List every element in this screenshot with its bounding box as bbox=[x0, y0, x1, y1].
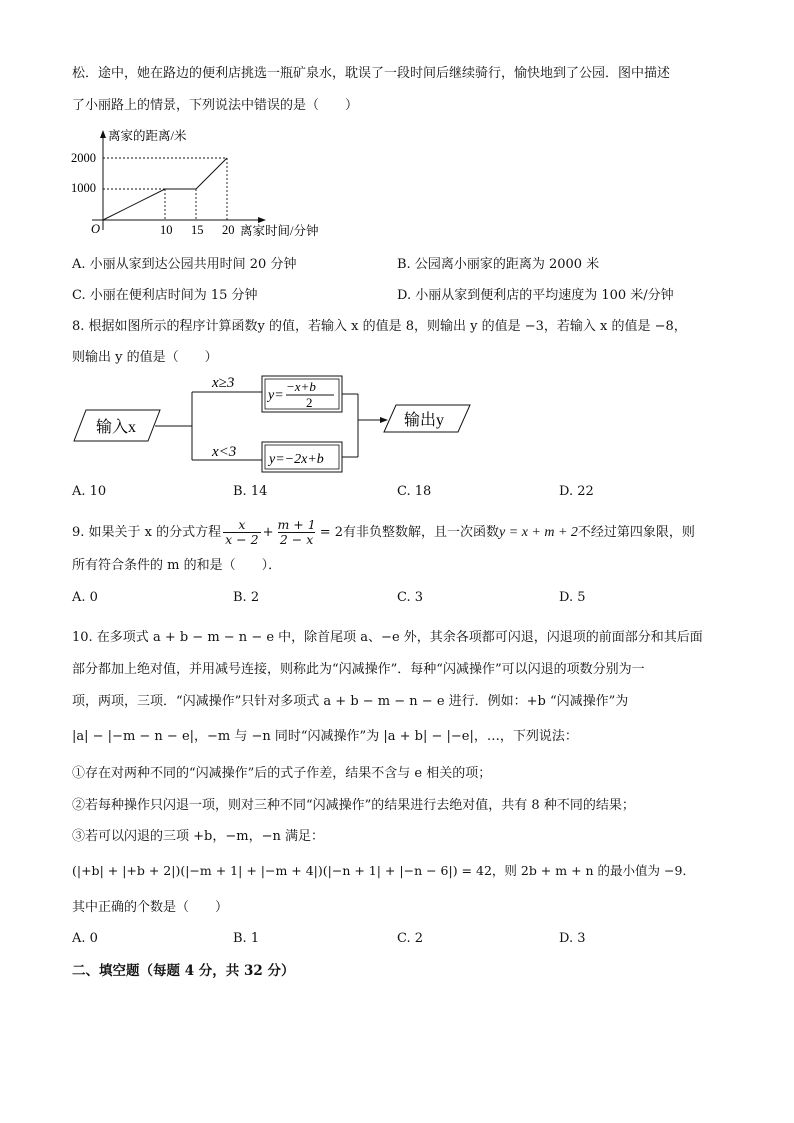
q9-plus: + bbox=[262, 524, 274, 540]
q7-option-c: C. 小丽在便利店时间为 15 分钟 bbox=[72, 288, 258, 303]
q8-option-c: C. 18 bbox=[397, 484, 432, 499]
q8-text-line-2: 则输出 y 的值是（ ） bbox=[72, 350, 218, 365]
q9-frac2-num: m + 1 bbox=[277, 517, 316, 532]
q9-text-line-2: 所有符合条件的 m 的和是（ ）． bbox=[72, 558, 282, 573]
section-2-heading: 二、填空题（每题 4 分，共 32 分） bbox=[72, 963, 295, 979]
q10-statement-1: ①存在对两种不同的“闪减操作”后的式子作差，结果不含与 e 相关的项； bbox=[72, 766, 492, 781]
formula-top-prefix: y= bbox=[268, 388, 284, 403]
q10-statement-3: ③若可以闪退的三项 +b，−m，−n 满足： bbox=[72, 829, 324, 844]
q9-text-line-1 bbox=[72, 518, 695, 547]
q9-frac1-num: x bbox=[238, 517, 246, 532]
q10-option-c: C. 2 bbox=[397, 931, 424, 946]
q7-distance-time-graph bbox=[70, 126, 370, 246]
q9-frac2-den: 2 − x bbox=[279, 532, 314, 547]
q8-text-line-1: 8. 根据如图所示的程序计算函数y 的值，若输入 x 的值是 8，则输出 y 的值是 −3，若输入 x 的值是 −8， bbox=[72, 319, 687, 334]
output-label: 输出y bbox=[404, 412, 445, 429]
input-label: 输入x bbox=[96, 419, 137, 436]
q10-text-line-3: 项，两项，三项．“闪减操作”只针对多项式 a + b − m − n − e 进行．例如：+b “闪减操作”为 bbox=[72, 694, 629, 709]
formula-top-denominator: 2 bbox=[306, 395, 313, 410]
y-axis-label: 离家的距离/米 bbox=[108, 129, 187, 143]
q7-option-d: D. 小丽从家到便利店的平均速度为 100 米/分钟 bbox=[397, 288, 674, 303]
q10-statement-3-equation: (|+b| + |+b + 2|)(|−m + 1| + |−m + 4|)(|−n + 1| + |−n − 6|) = 42，则 2b + m + n 的最小值为 −9． bbox=[72, 863, 695, 878]
q9-option-a: A. 0 bbox=[72, 590, 98, 605]
y-tick-2000: 2000 bbox=[71, 151, 96, 165]
q8-option-a: A. 10 bbox=[72, 484, 107, 499]
origin-label: O bbox=[91, 222, 101, 236]
y-tick-1000: 1000 bbox=[71, 181, 96, 195]
q10-question: 其中正确的个数是（ ） bbox=[72, 900, 229, 915]
q10-text-line-1: 10. 在多项式 a + b − m − n − e 中，除首尾项 a、−e 外，其余各项都可闪退，闪退项的前面部分和其后面 bbox=[72, 630, 703, 645]
q8-program-flowchart bbox=[72, 368, 482, 476]
q7-option-b: B. 公园离小丽家的距离为 2000 米 bbox=[397, 257, 600, 272]
x-tick-10: 10 bbox=[160, 223, 173, 237]
q10-text-line-4: |a| − |−m − n − e|，−m 与 −n 同时“闪减操作”为 |a + b| − |−e|，…，下列说法： bbox=[72, 729, 578, 744]
x-tick-15: 15 bbox=[191, 223, 204, 237]
q9-fraction-1 bbox=[223, 518, 260, 547]
graph-axes bbox=[92, 130, 266, 230]
condition-top: x≥3 bbox=[212, 375, 235, 391]
x-axis-label: 离家时间/分钟 bbox=[240, 224, 319, 238]
q9-lead: 9. 如果关于 x 的分式方程 bbox=[72, 524, 222, 540]
q9-eq: = 2 bbox=[319, 524, 344, 540]
q9-option-b: B. 2 bbox=[233, 590, 260, 605]
q8-option-d: D. 22 bbox=[559, 484, 594, 499]
q9-tail: 不经过第四象限，则 bbox=[577, 524, 695, 540]
q7-intro-line-1: 松．途中，她在路边的便利店挑选一瓶矿泉水，耽误了一段时间后继续骑行，愉快地到了公园．图中描述 bbox=[72, 66, 671, 81]
x-tick-20: 20 bbox=[222, 223, 235, 237]
q9-option-d: D. 5 bbox=[559, 590, 586, 605]
condition-bottom: x<3 bbox=[212, 444, 237, 460]
q7-intro-line-2: 了小丽路上的情景，下列说法中错误的是（ ） bbox=[72, 98, 359, 113]
q10-option-d: D. 3 bbox=[559, 931, 586, 946]
q8-option-b: B. 14 bbox=[233, 484, 268, 499]
q10-text-line-2: 部分都加上绝对值，并用减号连接，则称此为“闪减操作”．每种“闪减操作”可以闪退的项数分别为一 bbox=[72, 662, 645, 677]
formula-bottom: y=−2x+b bbox=[269, 452, 324, 467]
formula-top-numerator: −x+b bbox=[286, 379, 316, 394]
q10-option-a: A. 0 bbox=[72, 931, 98, 946]
q9-option-c: C. 3 bbox=[397, 590, 424, 605]
q7-option-a: A. 小丽从家到达公园共用时间 20 分钟 bbox=[72, 257, 297, 272]
q9-function: y = x + m + 2 bbox=[499, 524, 578, 540]
q10-statement-2: ②若每种操作只闪退一项，则对三种不同“闪减操作”的结果进行去绝对值，共有 8 种不同的结果； bbox=[72, 798, 635, 813]
q9-frac1-den: x − 2 bbox=[225, 532, 259, 547]
q9-mid: 有非负整数解，且一次函数 bbox=[343, 524, 500, 540]
q9-fraction-2 bbox=[275, 518, 317, 547]
q10-option-b: B. 1 bbox=[233, 931, 260, 946]
